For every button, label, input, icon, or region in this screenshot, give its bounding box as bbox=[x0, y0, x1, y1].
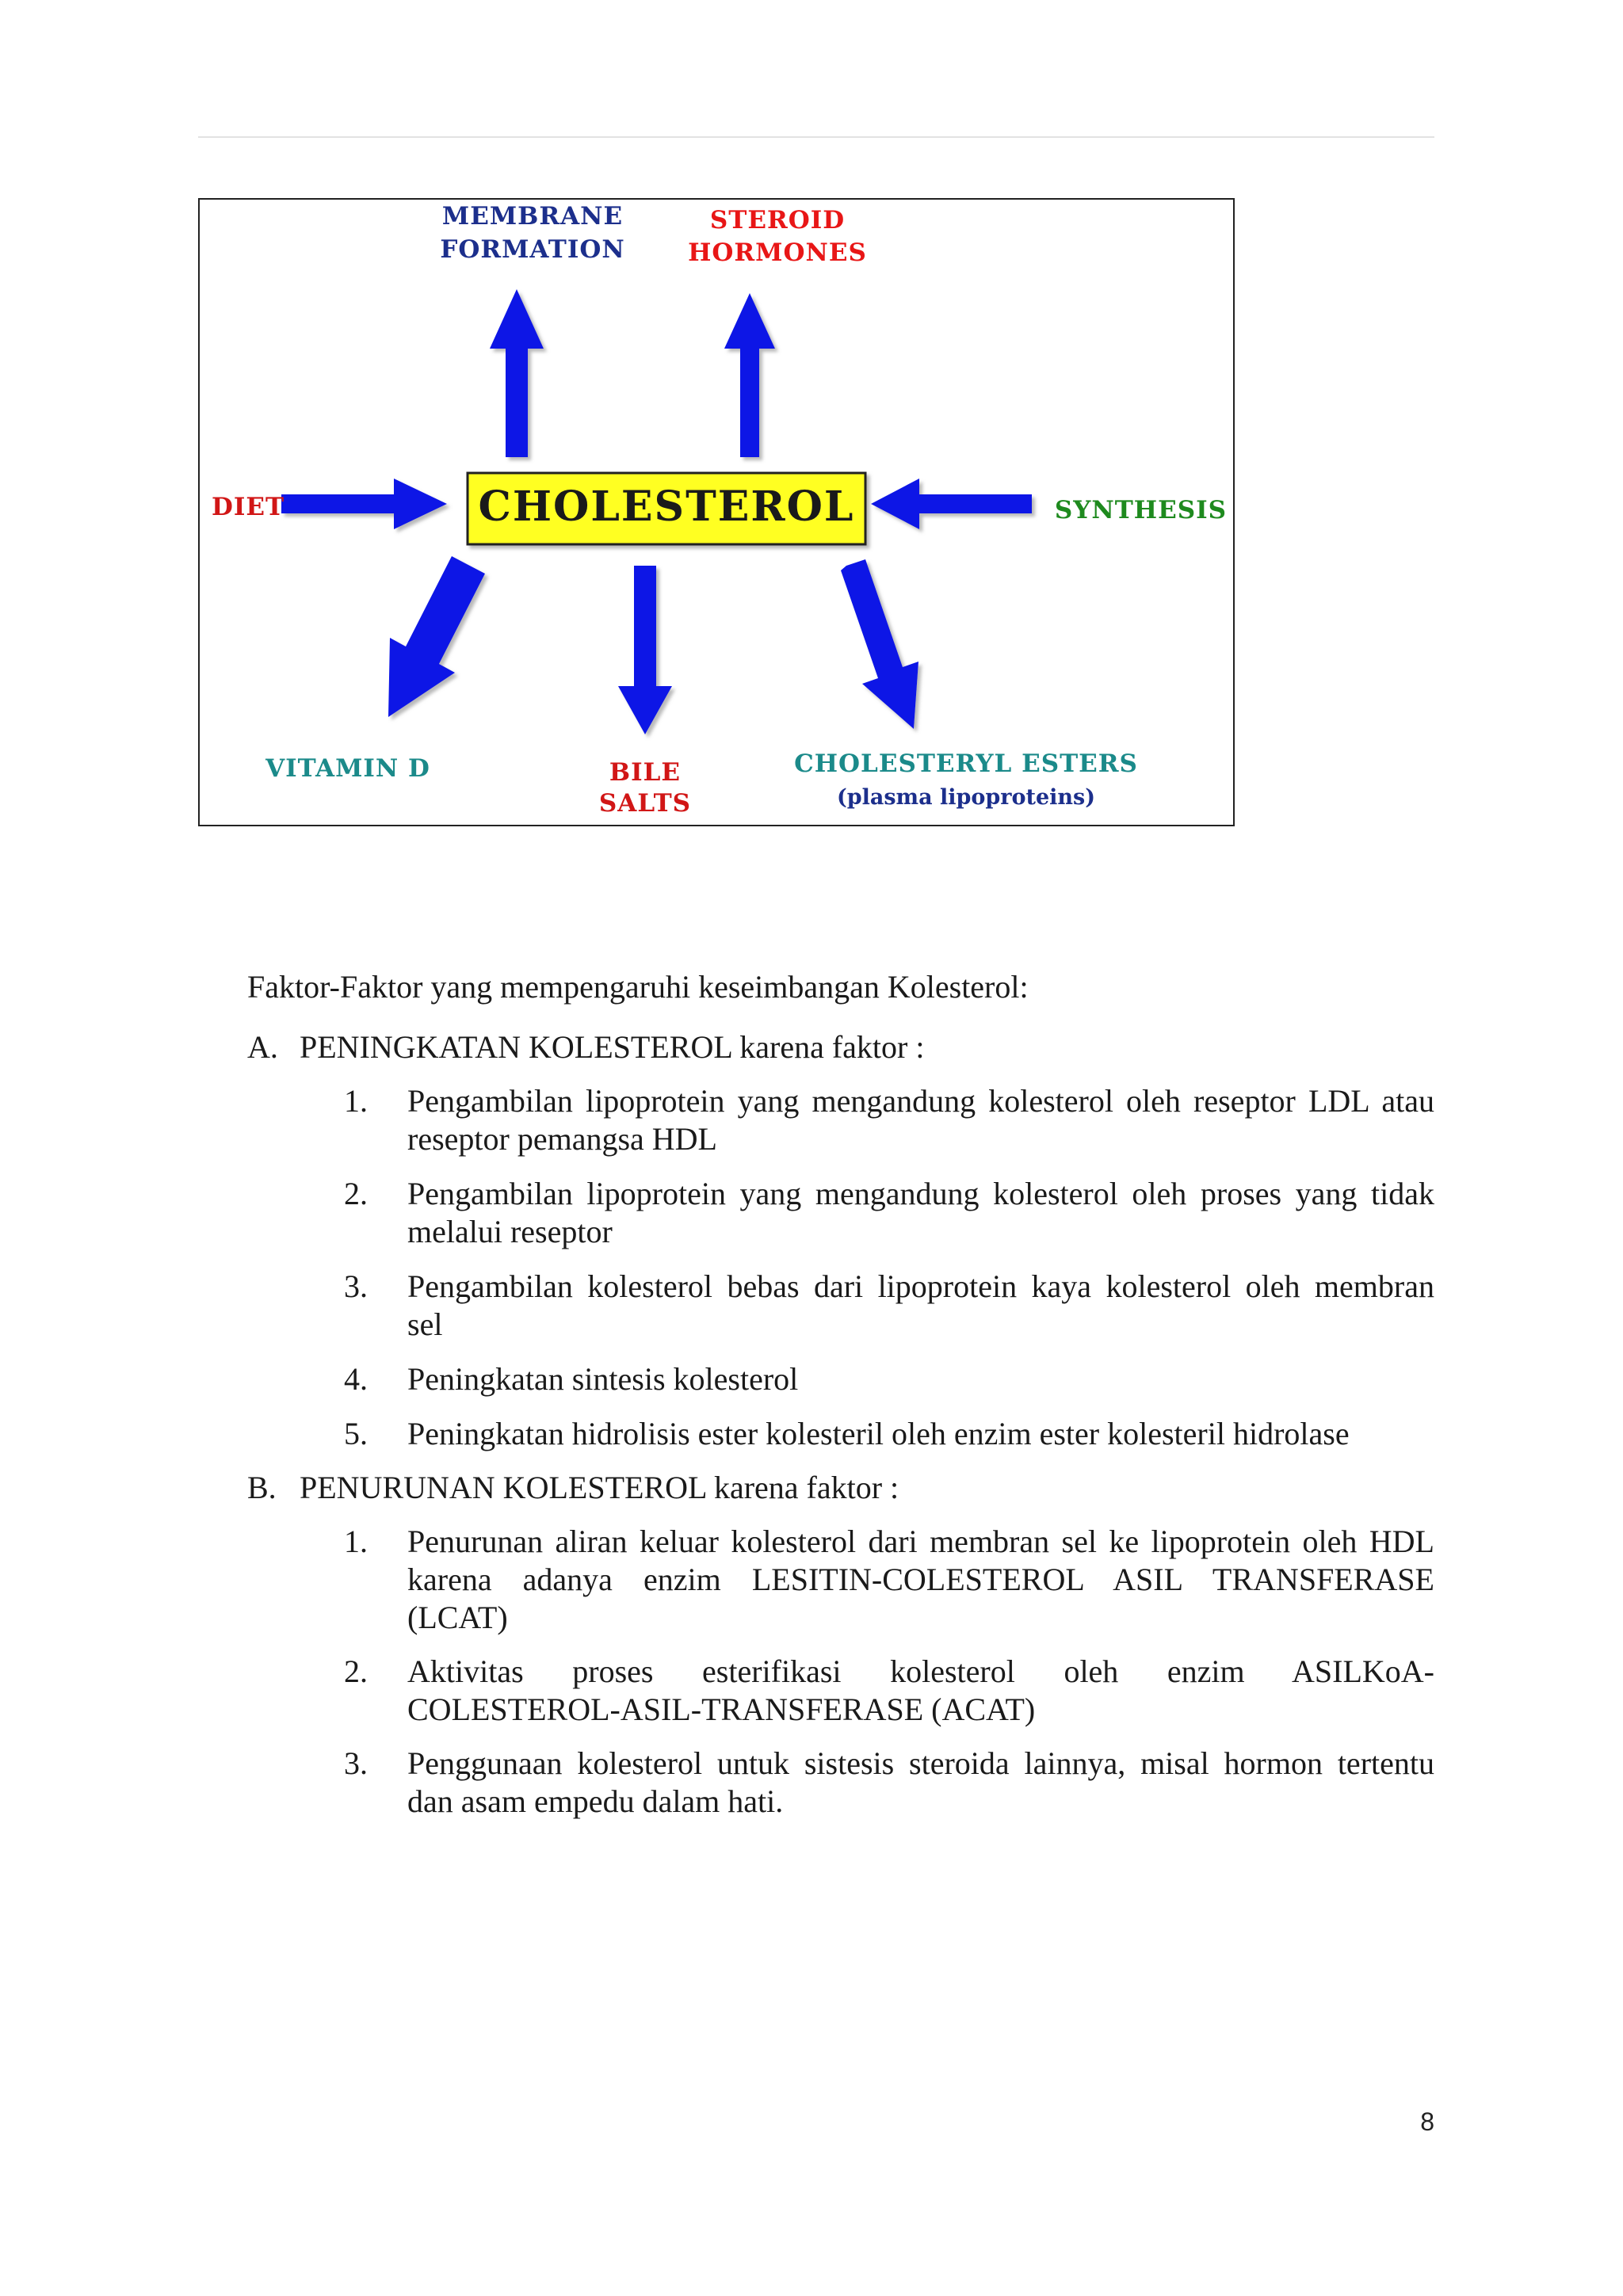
arrow-left-synthesis bbox=[871, 479, 1032, 529]
section-a-heading bbox=[247, 1028, 1434, 1066]
esters-label-line1: CHOLESTERYL ESTERS bbox=[794, 749, 1138, 778]
arrow-up-steroid bbox=[724, 293, 775, 457]
cholesterol-diagram bbox=[198, 198, 1235, 826]
list-item: 3. Pengambilan kolesterol bebas dari lipoprotein kaya kolesterol oleh membran sel bbox=[344, 1268, 1434, 1342]
arrow-down-bile bbox=[618, 566, 672, 734]
list-item: 2. Pengambilan lipoprotein yang mengandung kolesterol oleh proses yang tidak melalui reseptor bbox=[344, 1176, 1434, 1249]
synthesis-label: SYNTHESIS bbox=[1054, 496, 1227, 524]
section-b-letter: B. bbox=[247, 1470, 277, 1505]
diet-label: DIET bbox=[212, 493, 285, 521]
header-rule bbox=[198, 136, 1434, 138]
bile-label-line2: SALTS bbox=[598, 789, 692, 818]
vitamin-d-label: VITAMIN D bbox=[265, 754, 430, 783]
steroid-label-line1: STEROID bbox=[709, 206, 846, 235]
cholesterol-label: CHOLESTEROL bbox=[478, 482, 855, 531]
section-b-heading bbox=[247, 1469, 1434, 1507]
esters-label-line2: (plasma lipoproteins) bbox=[836, 785, 1096, 810]
section-a-letter: A. bbox=[247, 1029, 278, 1065]
arrow-down-esters bbox=[841, 559, 918, 729]
arrow-down-vitamin bbox=[388, 556, 485, 717]
list-item: 3. Penggunaan kolesterol untuk sistesis steroida lainnya, misal hormon tertentu dan asam empedu dalam hati. bbox=[344, 1745, 1434, 1819]
diagram-canvas bbox=[200, 200, 1233, 825]
list-item: 5. Peningkatan hidrolisis ester kolesteril oleh enzim ester kolesteril hidrolase bbox=[344, 1416, 1350, 1451]
arrow-right-diet bbox=[281, 479, 447, 529]
section-a-title: PENINGKATAN KOLESTEROL karena faktor : bbox=[300, 1029, 925, 1065]
membrane-label-line1: MEMBRANE bbox=[441, 202, 624, 231]
list-item: 1. Penurunan aliran keluar kolesterol dari membran sel ke lipoprotein oleh HDL karena adanya enzim LESITIN-COLESTEROL ASIL TRANSFERASE (LCAT) bbox=[344, 1524, 1434, 1635]
intro-text: Faktor-Faktor yang mempengaruhi keseimbangan Kolesterol: bbox=[247, 969, 1029, 1005]
list-item: 4. Peningkatan sintesis kolesterol bbox=[344, 1361, 799, 1397]
steroid-label-line2: HORMONES bbox=[688, 238, 867, 267]
list-item: 1. Pengambilan lipoprotein yang mengandung kolesterol oleh reseptor LDL atau reseptor pemangsa HDL bbox=[344, 1083, 1434, 1157]
arrow-up-membrane bbox=[490, 289, 544, 457]
bile-label-line1: BILE bbox=[609, 758, 682, 787]
list-item: 2. Aktivitas proses esterifikasi kolesterol oleh enzim ASILKoA- COLESTEROL-ASIL-TRANSFERASE (ACAT) bbox=[344, 1653, 1434, 1727]
membrane-label-line2: FORMATION bbox=[440, 235, 625, 264]
section-b-title: PENURUNAN KOLESTEROL karena faktor : bbox=[300, 1470, 899, 1505]
page-number: 8 bbox=[1420, 2107, 1434, 2136]
